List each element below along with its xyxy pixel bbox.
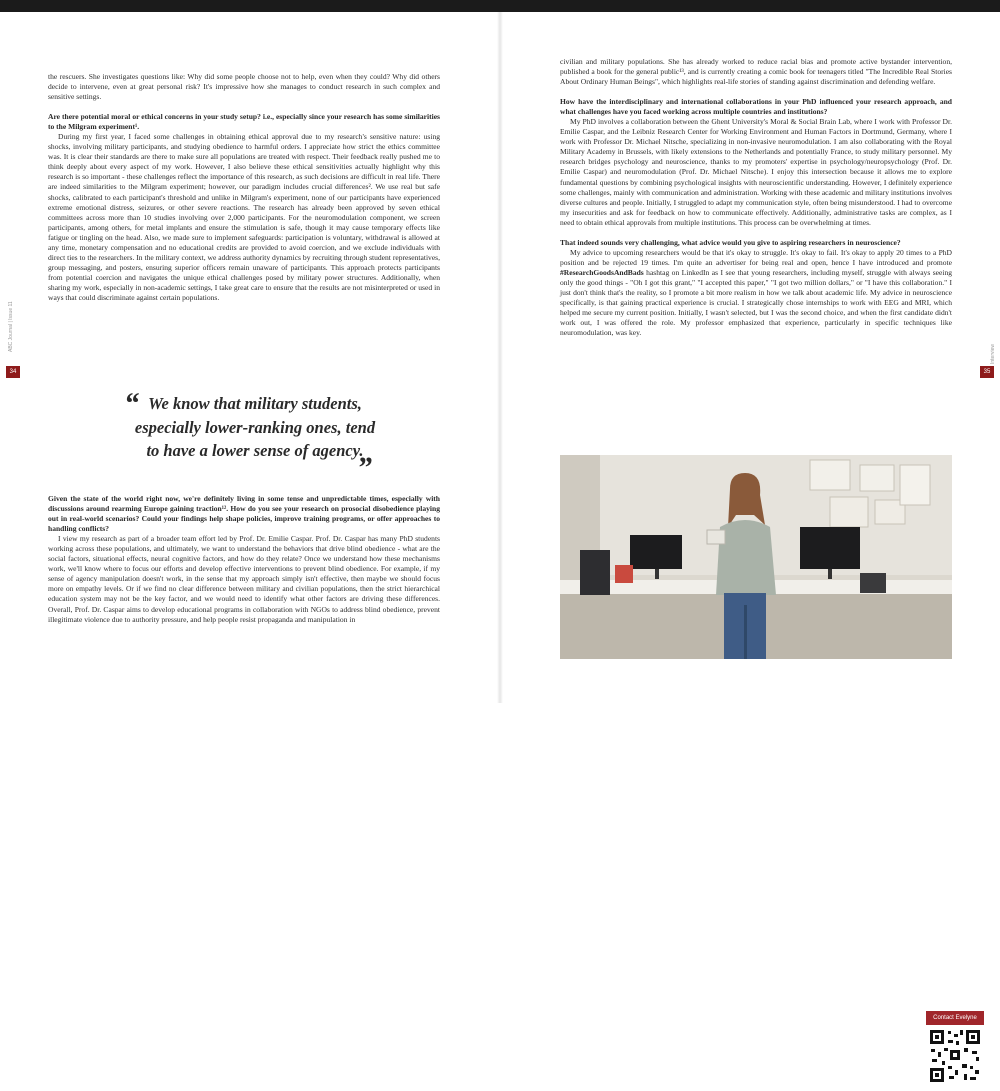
page-number-left: 34	[6, 366, 20, 378]
hashtag-research-goods-and-bads[interactable]: #ResearchGoodsAndBads	[560, 267, 644, 277]
right-intro-paragraph: civilian and military populations. She has already worked to reduce racial bias and promote active bystander intervention, published a book for the general public¹³, and is currently creating a comic book for teenagers titled "The Incredible Real Stories About Ordinary Human Beings", which highlights real-life stories of standing against discrimination and defending welfare.	[560, 57, 952, 87]
answer-advice-part1: My advice to upcoming researchers would be that it's okay to struggle. It's okay to fail. It's okay to apply 20 times to a PhD position and be rejected 19 times. I'm quite an advertiser for being real and open, hence I have introduced and promote	[560, 247, 952, 267]
viewer-top-bar	[0, 0, 1000, 12]
contact-qr-code[interactable]	[926, 1026, 984, 1086]
close-quote-mark: ”	[357, 451, 372, 484]
qr-code-icon	[926, 1026, 984, 1086]
right-column	[560, 57, 952, 338]
left-column-top	[48, 72, 440, 303]
left-column-bottom	[48, 494, 440, 625]
answer-advice	[560, 248, 952, 338]
lab-photo	[560, 455, 977, 1021]
question-advice: That indeed sounds very challenging, what advice would you give to aspiring researchers in neuroscience?	[560, 237, 901, 247]
page-number-right: 35	[980, 366, 994, 378]
contact-evelyne-label[interactable]: Contact Evelyne	[926, 1011, 984, 1025]
journal-side-label: ABC Journal | Issue 11	[8, 301, 14, 352]
left-intro-paragraph: the rescuers. She investigates questions like: Why did some people choose not to help, even when they could? Why did others decide to intervene, even at great personal risk? It's impressive how she manages to conduct research in such complex and sensitive settings.	[48, 72, 440, 102]
right-page	[500, 12, 1000, 1021]
question-collaborations: How have the interdisciplinary and international collaborations in your PhD influenced your research approach, and what challenges have you faced working across multiple countries and institutions?	[560, 97, 952, 117]
answer-collaborations: My PhD involves a collaboration between the Ghent University's Moral & Social Brain Lab, where I work with Professor Dr. Emilie Caspar, and the Leibniz Research Center for Working Environment and Human Factors in Dortmund, Germany, where I work with Professor Dr. Michael Nitsche, specializing in non-invasive neuromodulation. I am also collaborating with the Royal Military Academy in Brussels, with likely extensions to the Netherlands and potentially France, to study military personnel. My research bridges psychology and neuroscience, thanks to my promoters' expertise in psychology/neuropsychology (Prof. Dr. Emilie Caspar) and neuromodulation (Prof. Dr. Michael Nitsche). I enjoy this intersection because it allows me to explore fundamental questions by combining psychological insights with neuroscientific understanding. However, I definitely experience some challenges, mainly with communication and administration. Working with these academic and military institutions involves diverse cultures and people. Initially, I struggled to adapt my communication style, often being misunderstood. I had to overcome my insecurities and ask for feedback on how to communicate effectively. Additionally, administrative tasks are complex, as I need to obtain ethical approvals from multiple institutions. This process can be overwhelming at times.	[560, 117, 952, 227]
answer-advice-part2: hashtag on LinkedIn as I see that young researchers, including myself, struggle with always seeing only the good things - "Oh I got this grant," "I accepted this paper," "I got two million dollars," or "I have this collaboration." I just don't think that's the reality, so I promote a bit more realism in how we talk about academic life. My advice in neuroscience specifically, is that gaining practical experience is crucial. I strategically chose internships to work with EEG and MRI, which helped me secure my current position. Initially, I wasn't selected, but I was the second choice, and when the first candidate didn't work out, I was offered the role. My professor emphasized that experience, particularly in specific techniques like neuromodulation, was key.	[560, 267, 952, 338]
lab-photo-illustration	[560, 455, 952, 659]
open-quote-mark: “	[124, 387, 139, 420]
answer-ethics: During my first year, I faced some challenges in obtaining ethical approval due to my research's sensitive nature: using shocks, involving military participants, and studying obedience to harmful orders. I appreciate how strict the ethics committee was. It is clear their standards are there to make sure all populations are treated with respect. Their feedback really pushed me to think deeply about every aspect of my work. However, I also believe these ethical sensitivities actually highlight why this research is so important - these challenges reflect the importance of this research, as such decisions are difficult in real life. There are indeed similarities to the Milgram experiment; however, our paradigm includes crucial differences². We use real but safe shocks, calibrated to each participant's threshold and unlike in Milgram's experiment, none of our participants have experienced extreme emotional distress, seizures, or other severe reactions. The research has already been approved by seven ethical committees across more than 10 studies involving over 2,000 participants. For the neuromodulation component, we screen participants, among others, for metal implants and ensure the stimulation is safe, though it may cause temporary effects like fatigue or tingling on the head. Also, we made sure to implement safeguards: participation is voluntary, withdrawal is allowed at any time, monetary compensation and no educational credits are provided to avoid coercion, and we exclude individuals with direct ties to the researchers. In the military context, we address authority dynamics by recruiting through student representatives, group messaging, and posters, ensuring superior officers remain unaware of participants. This approach protects participants from potential coercion and navigates the unique ethical challenges posed by military power structures. Additionally, when sharing my work, especially in non-academic settings, I take great care to ensure that the results are not misinterpreted or used in ways that could discriminate against certain populations.	[48, 132, 440, 302]
pull-quote: We know that military students, especially lower-ranking ones, tend to have a lower sense of agency.	[134, 394, 376, 460]
section-side-label: Interview	[990, 343, 996, 364]
book-spine-shadow	[497, 12, 503, 703]
answer-real-world: I view my research as part of a broader team effort led by Prof. Dr. Emilie Caspar. Prof. Dr. Caspar has many PhD students working across these populations, and ultimately, we want to understand the behaviors that drive blind obedience - what are the social factors, situational effects, neural cognitive factors, and how do they relate? Once we understand how these mechanisms work, we'll know where to focus our efforts and develop effective interventions to prevent blind obedience. For example, if my sense of agency manipulation doesn't work, in the sense that my approach simply isn't effective, then maybe we should focus more on empathy levels. Or if we find no clear difference between military and civilian populations, then the strict hierarchical education system may not be the key factor, and we would need to identify what other factors are driving these differences. Overall, Prof. Dr. Caspar aims to develop educational programs in collaboration with NGOs to address blind obedience, prevent illegitimate violence due to authority pressure, and help people resist propaganda and manipulation in	[48, 534, 440, 624]
question-real-world: Given the state of the world right now, we're definitely living in some tense and unpredictable times, especially with discussions around rearming Europe gaining traction¹². How do you see your research on prosocial disobedience playing out in real-world scenarios? Could your findings help shape policies, improve training programs, or offer approaches to handling conflicts?	[48, 494, 440, 534]
question-ethics: Are there potential moral or ethical concerns in your study setup? i.e., especially since your research has some similarities to the Milgram experiment¹.	[48, 112, 440, 132]
left-page	[0, 12, 500, 703]
